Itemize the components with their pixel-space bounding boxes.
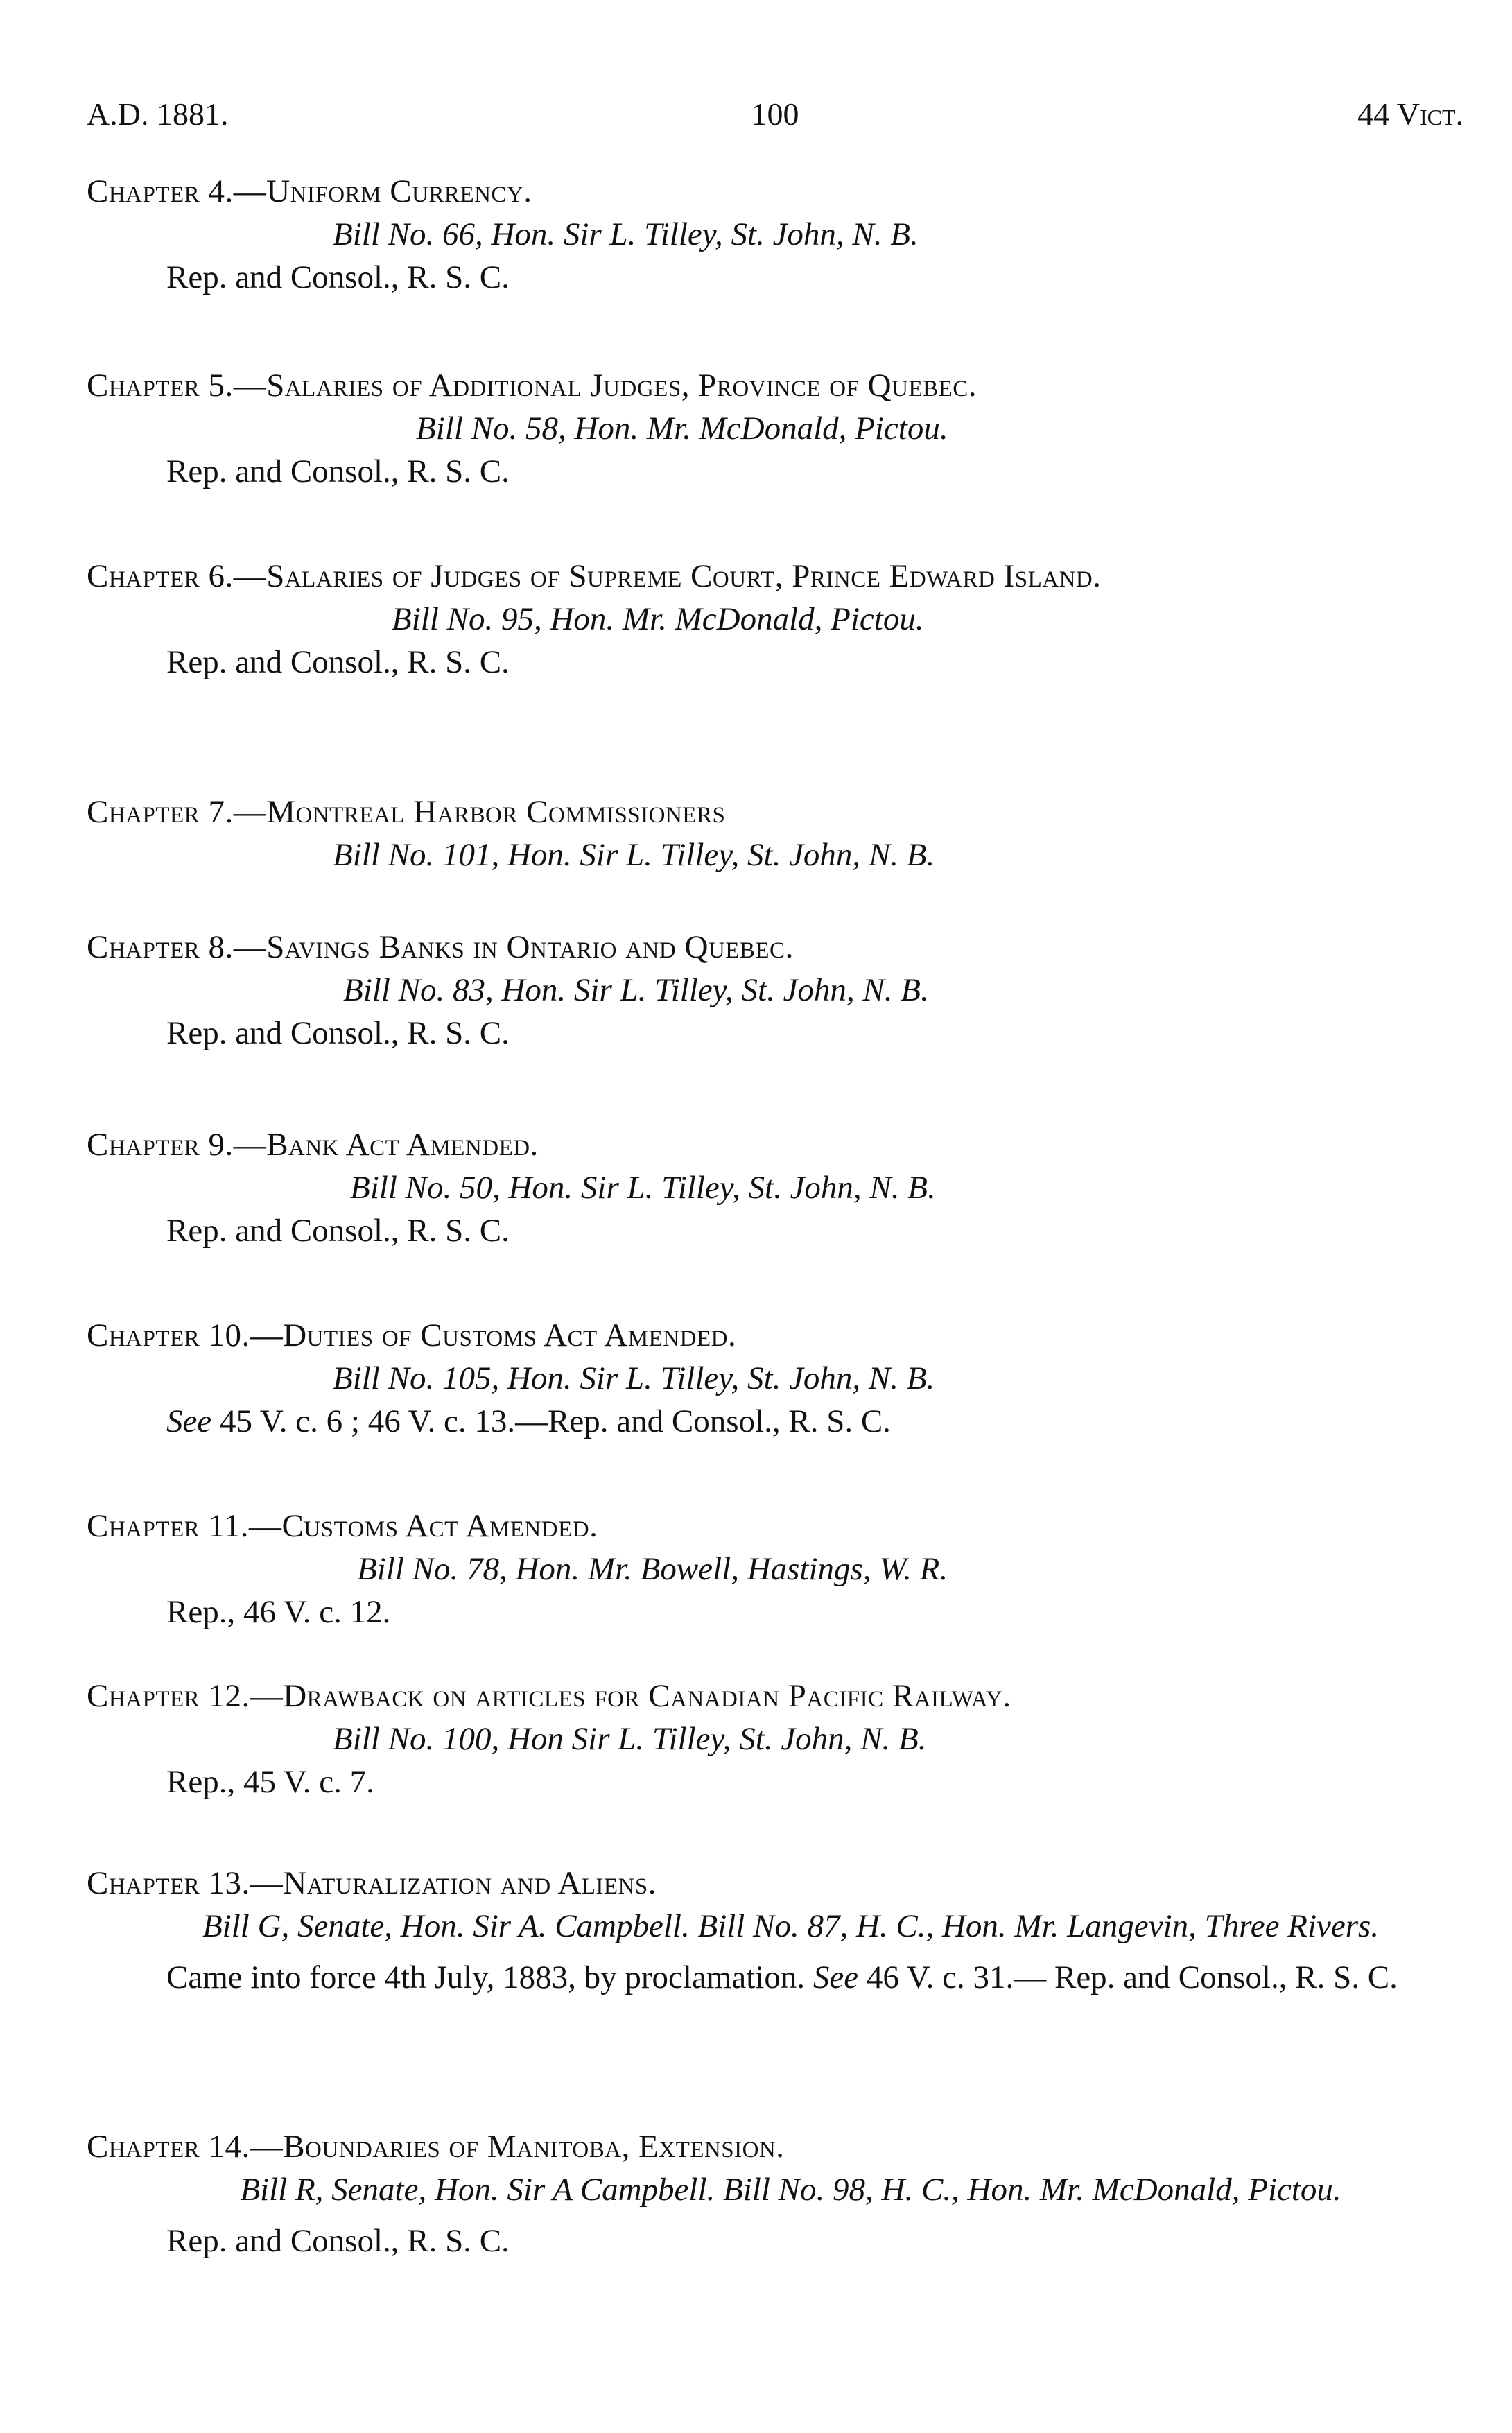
chapter-title: Chapter 8.—Savings Banks in Ontario and Quebec. xyxy=(87,929,794,965)
chapter-note-text: 46 V. c. 31.— Rep. and Consol., R. S. C. xyxy=(858,1959,1398,1995)
chapter-title: Chapter 6.—Salaries of Judges of Supreme Court, Prince Edward Island. xyxy=(87,558,1102,594)
chapter-title: Chapter 13.—Naturalization and Aliens. xyxy=(87,1865,657,1901)
chapter-title: Chapter 14.—Boundaries of Manitoba, Extension. xyxy=(87,2129,785,2165)
chapter-note xyxy=(0,1400,1512,1443)
chapter-10 xyxy=(0,1314,1512,1443)
bill-reference: Bill No. 58, Hon. Mr. McDonald, Pictou. xyxy=(416,410,948,447)
chapter-note xyxy=(0,1956,1512,1999)
bill-reference: Bill No. 100, Hon Sir L. Tilley, St. John, N. B. xyxy=(333,1721,927,1757)
chapter-5 xyxy=(0,364,1512,493)
chapter-13 xyxy=(0,1862,1512,1999)
chapter-note: Rep., 45 V. c. 7. xyxy=(166,1764,374,1800)
chapter-title: Chapter 10.—Duties of Customs Act Amended. xyxy=(87,1317,737,1353)
header-regnal-year: 44 Vict. xyxy=(1357,96,1463,132)
chapter-12 xyxy=(0,1674,1512,1803)
chapter-6 xyxy=(0,555,1512,684)
bill-reference: Bill No. 101, Hon. Sir L. Tilley, St. John, N. B. xyxy=(333,837,935,873)
chapter-title: Chapter 4.—Uniform Currency. xyxy=(87,173,532,209)
header-year: A.D. 1881. xyxy=(87,96,229,132)
bill-reference: Bill No. 105, Hon. Sir L. Tilley, St. John, N. B. xyxy=(333,1360,935,1396)
chapter-note-text: Came into force 4th July, 1883, by proclamation. xyxy=(166,1959,813,1995)
chapter-title: Chapter 7.—Montreal Harbor Commissioners xyxy=(87,794,726,830)
chapter-note: Rep. and Consol., R. S. C. xyxy=(166,259,510,295)
page-header xyxy=(87,87,1463,142)
page-number: 100 xyxy=(751,96,799,132)
chapter-note: Rep., 46 V. c. 12. xyxy=(166,1594,391,1630)
chapter-14 xyxy=(0,2125,1512,2262)
chapter-9 xyxy=(0,1123,1512,1252)
see-reference-label: See xyxy=(166,1403,212,1439)
chapter-note: Rep. and Consol., R. S. C. xyxy=(166,644,510,680)
bill-reference: Bill No. 83, Hon. Sir L. Tilley, St. John, N. B. xyxy=(343,972,929,1008)
bill-reference: Bill No. 95, Hon. Mr. McDonald, Pictou. xyxy=(392,601,924,637)
bill-reference: Bill No. 50, Hon. Sir L. Tilley, St. John, N. B. xyxy=(350,1170,936,1206)
chapter-note: Rep. and Consol., R. S. C. xyxy=(166,2223,510,2259)
chapter-4 xyxy=(0,170,1512,299)
see-reference-label: See xyxy=(813,1959,859,1995)
chapter-title: Chapter 5.—Salaries of Additional Judges, Province of Quebec. xyxy=(87,367,977,404)
bill-reference: Bill No. 78, Hon. Mr. Bowell, Hastings, W. R. xyxy=(357,1551,948,1587)
bill-reference: Bill No. 66, Hon. Sir L. Tilley, St. John, N. B. xyxy=(333,216,919,252)
chapter-title: Chapter 11.—Customs Act Amended. xyxy=(87,1508,598,1544)
chapter-note: Rep. and Consol., R. S. C. xyxy=(166,1213,510,1249)
chapter-7 xyxy=(0,790,1512,876)
chapter-8 xyxy=(0,926,1512,1055)
chapter-title: Chapter 9.—Bank Act Amended. xyxy=(87,1127,539,1163)
chapter-note: Rep. and Consol., R. S. C. xyxy=(166,1015,510,1051)
chapter-note: Rep. and Consol., R. S. C. xyxy=(166,453,510,490)
chapter-note-text: 45 V. c. 6 ; 46 V. c. 13.—Rep. and Consol., R. S. C. xyxy=(211,1403,891,1439)
bill-reference: Bill R, Senate, Hon. Sir A Campbell. Bill No. 98, H. C., Hon. Mr. McDonald, Pictou. xyxy=(240,2172,1341,2208)
bill-reference: Bill G, Senate, Hon. Sir A. Campbell. Bill No. 87, H. C., Hon. Mr. Langevin, Three Rivers. xyxy=(202,1908,1380,1944)
chapter-title: Chapter 12.—Drawback on articles for Canadian Pacific Railway. xyxy=(87,1678,1011,1714)
chapter-11 xyxy=(0,1505,1512,1634)
